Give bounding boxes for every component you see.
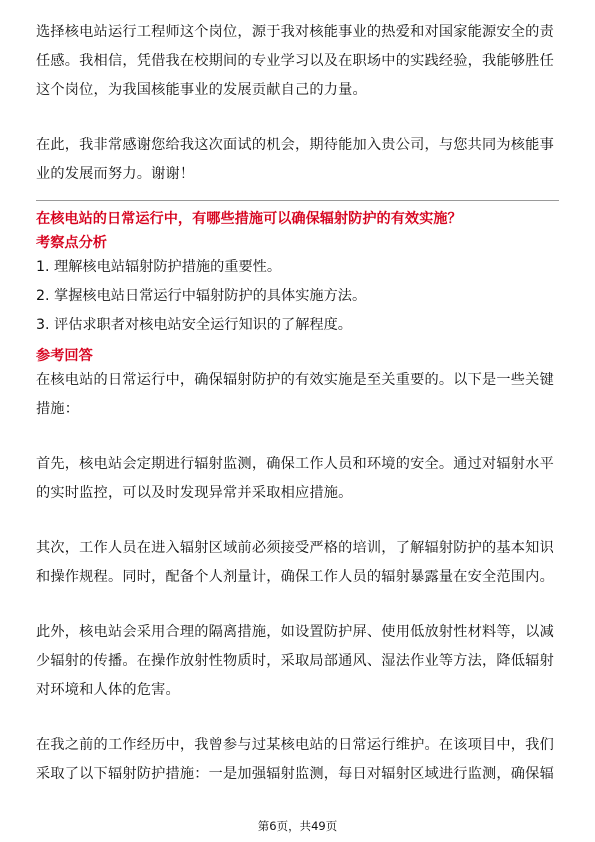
answer-paragraph: 其次，工作人员在进入辐射区域前必须接受严格的培训，了解辐射防护的基本知识和操作规程。同时，配备个人剂量计，确保工作人员的辐射暴露量在安全范围内。 — [36, 540, 554, 585]
answer-paragraph: 首先，核电站会定期进行辐射监测，确保工作人员和环境的安全。通过对辐射水平的实时监控，可以及时发现异常并采取相应措施。 — [36, 456, 554, 501]
answer-paragraph: 在核电站的日常运行中，确保辐射防护的有效实施是至关重要的。以下是一些关键措施： — [36, 372, 554, 417]
analysis-heading: 考察点分析 — [36, 235, 107, 251]
analysis-item: 2. 掌握核电站日常运行中辐射防护的具体实施方法。 — [36, 288, 367, 304]
analysis-item: 1. 理解核电站辐射防护措施的重要性。 — [36, 259, 282, 275]
answer-heading: 参考回答 — [36, 348, 93, 364]
page-footer: 第6页，共49页 — [257, 819, 338, 833]
analysis-item: 3. 评估求职者对核电站安全运行知识的了解程度。 — [36, 317, 352, 333]
question-title: 在核电站的日常运行中，有哪些措施可以确保辐射防护的有效实施？ — [36, 211, 462, 227]
document-page — [36, 18, 559, 789]
answer-paragraph: 在我之前的工作经历中，我曾参与过某核电站的日常运行维护。在该项目中，我们采取了以下辐射防护措施：一是加强辐射监测，每日对辐射区域进行监测，确保辐 — [36, 737, 554, 782]
intro-paragraph-2: 在此，我非常感谢您给我这次面试的机会，期待能加入贵公司，与您共同为核能事业的发展而努力。谢谢！ — [36, 137, 554, 182]
intro-paragraph-1: 选择核电站运行工程师这个岗位，源于我对核能事业的热爱和对国家能源安全的责任感。我相信，凭借我在校期间的专业学习以及在职场中的实践经验，我能够胜任这个岗位，为我国核能事业的发展贡献自己的力量。 — [36, 24, 554, 98]
answer-paragraph: 此外，核电站会采用合理的隔离措施，如设置防护屏、使用低放射性材料等，以减少辐射的传播。在操作放射性物质时，采取局部通风、湿法作业等方法，降低辐射对环境和人体的危害。 — [36, 624, 554, 698]
section-divider — [36, 200, 559, 201]
